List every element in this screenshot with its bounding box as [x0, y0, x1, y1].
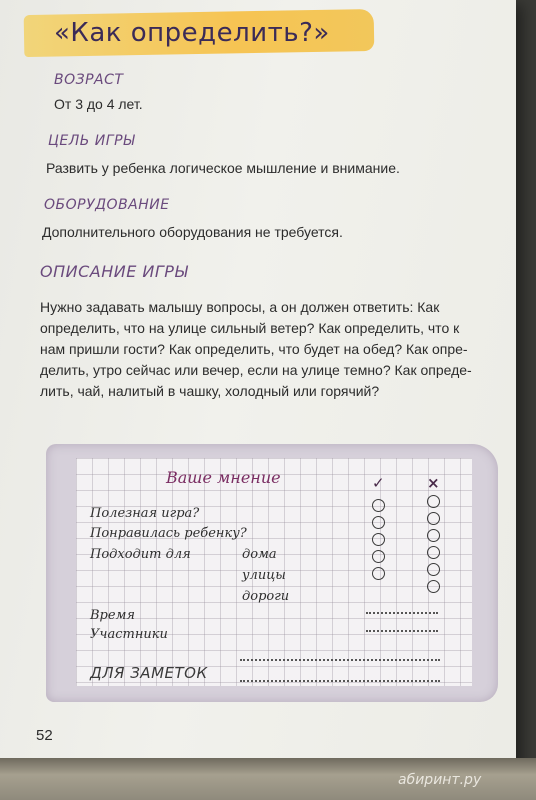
option-street: улицы [242, 568, 286, 583]
no-checkbox[interactable] [427, 580, 440, 593]
option-road: дороги [242, 589, 290, 604]
description-line: Нужно задавать малышу вопросы, а он должен ответить: Как [40, 299, 440, 315]
question-suitable: Подходит для [90, 547, 191, 562]
no-column-mark: × [427, 474, 440, 492]
no-checkbox[interactable] [427, 529, 440, 542]
yes-checkbox[interactable] [372, 550, 385, 563]
notes-line[interactable] [240, 659, 440, 661]
goal-text: Развить у ребенка логическое мышление и внимание. [46, 160, 400, 176]
age-text: От 3 до 4 лет. [54, 96, 143, 112]
participants-label: Участники [90, 627, 168, 642]
yes-checkbox[interactable] [372, 499, 385, 512]
description-line: нам пришли гости? Как определить, что будет на обед? Как опре- [40, 341, 468, 357]
description-heading: ОПИСАНИЕ ИГРЫ [40, 262, 189, 281]
time-field[interactable] [366, 612, 438, 614]
no-checkbox[interactable] [427, 495, 440, 508]
option-home: дома [242, 547, 277, 562]
no-checkbox[interactable] [427, 512, 440, 525]
notes-label: ДЛЯ ЗАМЕТОК [90, 664, 208, 682]
age-heading: ВОЗРАСТ [54, 72, 124, 88]
page-number: 52 [36, 727, 53, 744]
no-checkbox[interactable] [427, 546, 440, 559]
yes-column-mark: ✓ [372, 474, 385, 492]
equipment-heading: ОБОРУДОВАНИЕ [44, 197, 170, 213]
notes-line[interactable] [240, 680, 440, 682]
description-line: делить, утро сейчас или вечер, если на улице темно? Как опреде- [40, 362, 472, 378]
yes-checkbox[interactable] [372, 516, 385, 529]
question-liked: Понравилась ребенку? [90, 526, 247, 541]
description-line: лить, чай, налитый в чашку, холодный или горячий? [40, 383, 380, 399]
opinion-title: Ваше мнение [166, 468, 281, 487]
goal-heading: ЦЕЛЬ ИГРЫ [48, 133, 135, 149]
question-useful: Полезная игра? [90, 506, 200, 521]
yes-checkbox[interactable] [372, 533, 385, 546]
watermark: абиринт.ру [398, 772, 482, 788]
description-line: определить, что на улице сильный ветер? Как определить, что к [40, 320, 460, 336]
yes-checkbox[interactable] [372, 567, 385, 580]
time-label: Время [90, 608, 135, 623]
equipment-text: Дополнительного оборудования не требуется. [42, 224, 343, 240]
participants-field[interactable] [366, 630, 438, 632]
no-checkbox[interactable] [427, 563, 440, 576]
description-paragraph [40, 297, 502, 402]
page-title: «Как определить?» [54, 18, 330, 48]
